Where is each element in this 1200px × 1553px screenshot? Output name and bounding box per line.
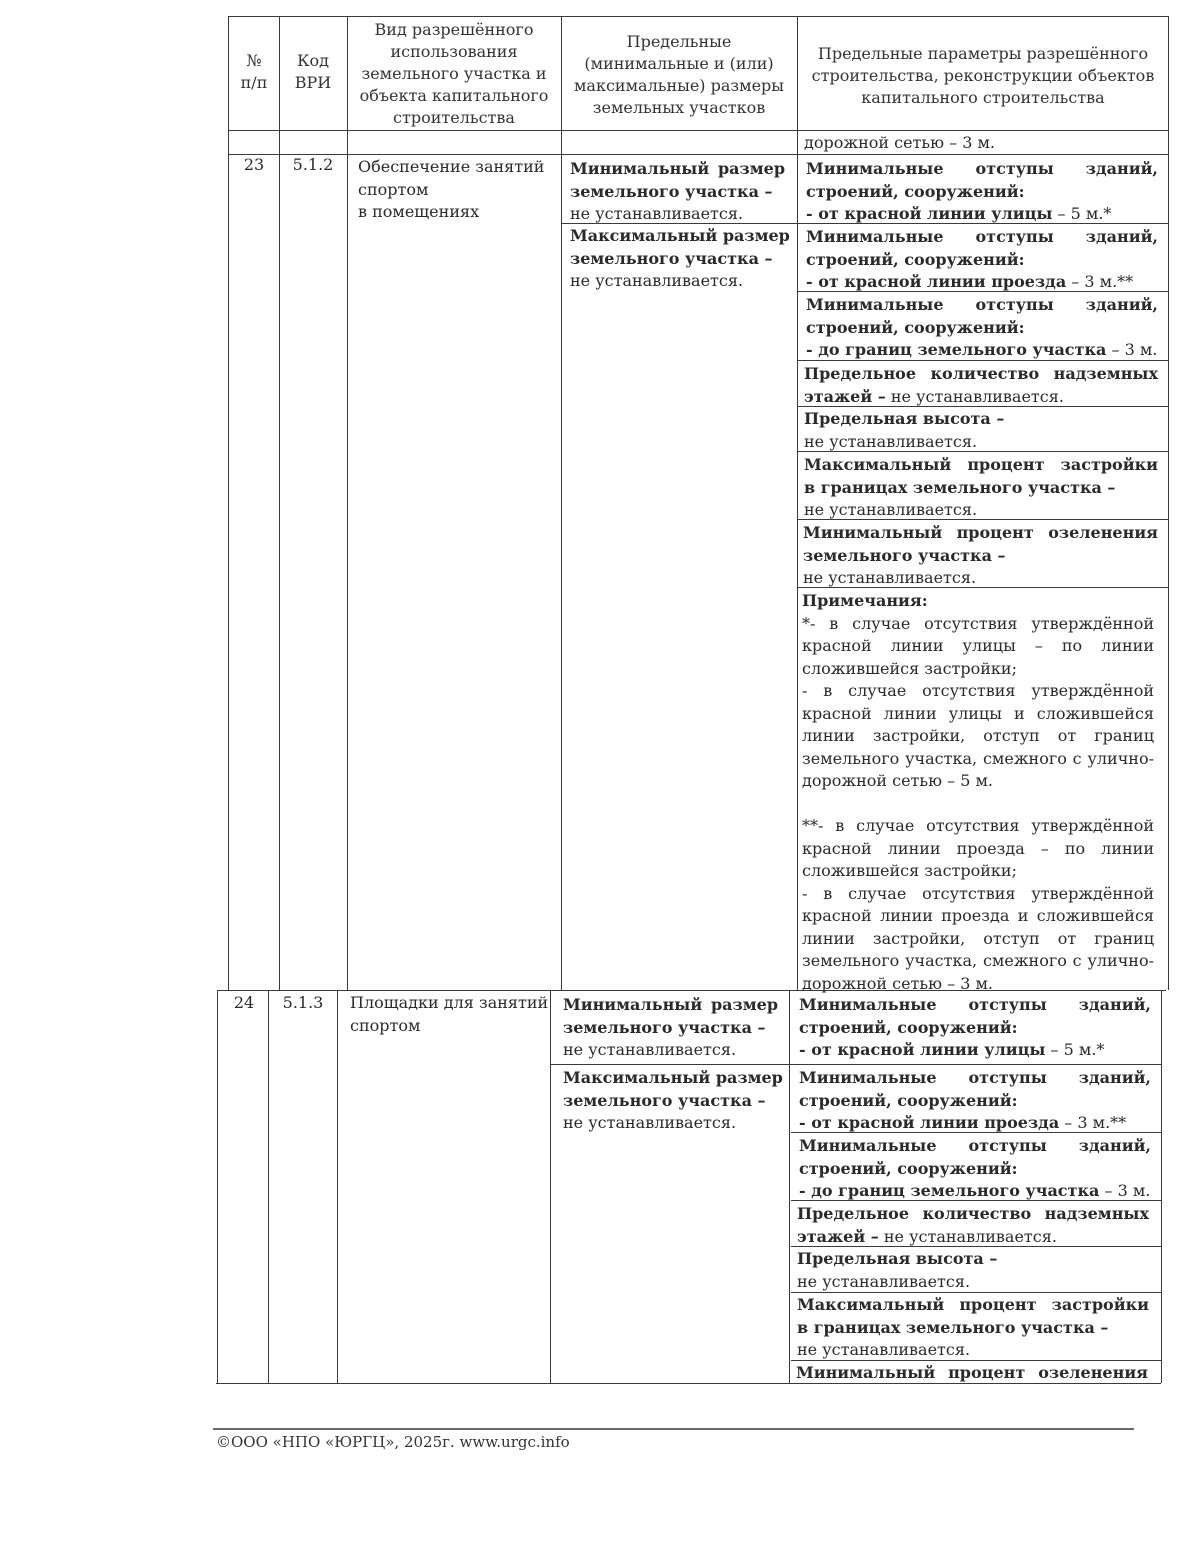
row-23-param-divider-3 [798, 360, 1169, 361]
header-construction-params: Предельные параметры разрешённого строительства, реконструкции объектов капитального строительства [811, 44, 1155, 107]
row-23-param-divider-6 [798, 519, 1169, 520]
row-24-param-divider-5 [791, 1292, 1162, 1293]
header-use-type: Вид разрешённого использования земельного участка и объекта капитального строительства [359, 20, 549, 127]
row-23-number: 23 [243, 155, 265, 174]
row-24-param-greening-percent: Минимальный процент озеленения [796, 1363, 1148, 1382]
vline-size-lower [789, 990, 790, 1383]
row-24-param-divider-3 [791, 1200, 1162, 1201]
row-24-param-red-line-passage: Минимальные отступы зданий, строений, сооружений: - от красной линии проезда – 3 м.** [799, 1068, 1151, 1132]
vline-num-lower [268, 990, 269, 1383]
row-24-size-min: Минимальный размер земельного участка – не устанавливается. [563, 995, 778, 1059]
row-23-param-plot-boundary: Минимальные отступы зданий, строений, сооружений: - до границ земельного участка – 3 м. [806, 295, 1158, 359]
row-23-param-red-line-street: Минимальные отступы зданий, строений, сооружений: - от красной линии улицы – 5 м.* [806, 159, 1158, 223]
row-24-param-height: Предельная высота – не устанавливается. [797, 1249, 998, 1291]
vline-code-upper [347, 16, 348, 990]
vline-name-lower [550, 990, 551, 1383]
row-23-param-height: Предельная высота – не устанавливается. [804, 409, 1005, 451]
row-24-size-max: Максимальный размер земельного участка – не устанавливается. [563, 1068, 783, 1132]
row-23-param-divider-4 [798, 406, 1169, 407]
row-23-notes: Примечания: *- в случае отсутствия утверждённой красной линии улицы – по линии сложившейся застройки; - в случае отсутствия утверждённой красной линии улицы и сложившейся линии застройки, отступ от границ земельного участка, смежного с улично- дорожной сетью – 5 м. **- в случае отсутствия утверждённой красной линии проезда – по линии сложившейся застройки; - в случае отсутствия утверждённой красной линии проезда и сложившейся линии застройки, отступ от границ земельного участка, смежного с улично- дорожной сетью – 3 м. [802, 591, 1154, 993]
header-num: № п/п [240, 51, 268, 92]
vline-num-upper [279, 16, 280, 990]
header-code: Код ВРИ [294, 51, 332, 92]
carry-over-text: дорожной сетью – 3 м. [804, 133, 996, 152]
row-24-param-red-line-street: Минимальные отступы зданий, строений, сооружений: - от красной линии улицы – 5 м.* [799, 995, 1151, 1059]
carry-over-bottom-border [228, 154, 1169, 155]
row-23-use-name: Обеспечение занятий спортом в помещениях [358, 157, 545, 221]
vline-size-upper [797, 16, 798, 990]
row-23-param-divider-5 [798, 451, 1169, 452]
row-23-param-red-line-passage: Минимальные отступы зданий, строений, сооружений: - от красной линии проезда – 3 м.** [806, 227, 1158, 291]
row-23-param-divider-7 [798, 587, 1169, 588]
footer-copyright: ©ООО «НПО «ЮРГЦ», 2025г. www.urgc.info [216, 1433, 570, 1451]
row-23-param-greening-percent: Минимальный процент озеленения земельного участка – не устанавливается. [803, 523, 1158, 587]
vline-right-upper [1168, 16, 1169, 990]
row-24-param-divider-2 [791, 1132, 1162, 1133]
row-24-code: 5.1.3 [282, 993, 324, 1012]
header-bottom-border [228, 130, 1169, 131]
row-24-param-divider-6 [791, 1360, 1162, 1361]
row-23-size-min: Минимальный размер земельного участка – не устанавливается. [570, 159, 785, 223]
vline-left-upper [228, 16, 229, 990]
row-23-param-building-percent: Максимальный процент застройки в границах земельного участка – не устанавливается. [804, 455, 1158, 519]
footer-rule [213, 1428, 1134, 1430]
vline-right-lower [1161, 990, 1162, 1383]
vline-left-lower [217, 990, 218, 1383]
row-24-number: 24 [233, 993, 255, 1012]
row-24-param-floors: Предельное количество надземных этажей – не устанавливается. [797, 1204, 1149, 1246]
vline-name-upper [561, 16, 562, 990]
row-separator [218, 990, 1166, 991]
row-23-param-floors: Предельное количество надземных этажей – не устанавливается. [804, 364, 1158, 406]
row-24-param-building-percent: Максимальный процент застройки в границах земельного участка – не устанавливается. [797, 1295, 1149, 1359]
row-24-param-plot-boundary: Минимальные отступы зданий, строений, сооружений: - до границ земельного участка – 3 м. [799, 1136, 1151, 1200]
row-24-use-name: Площадки для занятий спортом [350, 993, 549, 1035]
header-size-limits: Предельные (минимальные и (или) максимальные) размеры земельных участков [573, 32, 785, 117]
row-23-size-max: Максимальный размер земельного участка – не устанавливается. [570, 226, 790, 290]
row-23-param-divider-2 [798, 291, 1169, 292]
table-bottom-border [216, 1383, 1161, 1384]
table-top-border [228, 16, 1169, 17]
row-23-code: 5.1.2 [292, 155, 334, 174]
row-24-size-divider [550, 1064, 1162, 1065]
vline-code-lower [337, 990, 338, 1383]
row-24-param-divider-4 [791, 1246, 1162, 1247]
row-23-size-divider [562, 223, 1169, 224]
